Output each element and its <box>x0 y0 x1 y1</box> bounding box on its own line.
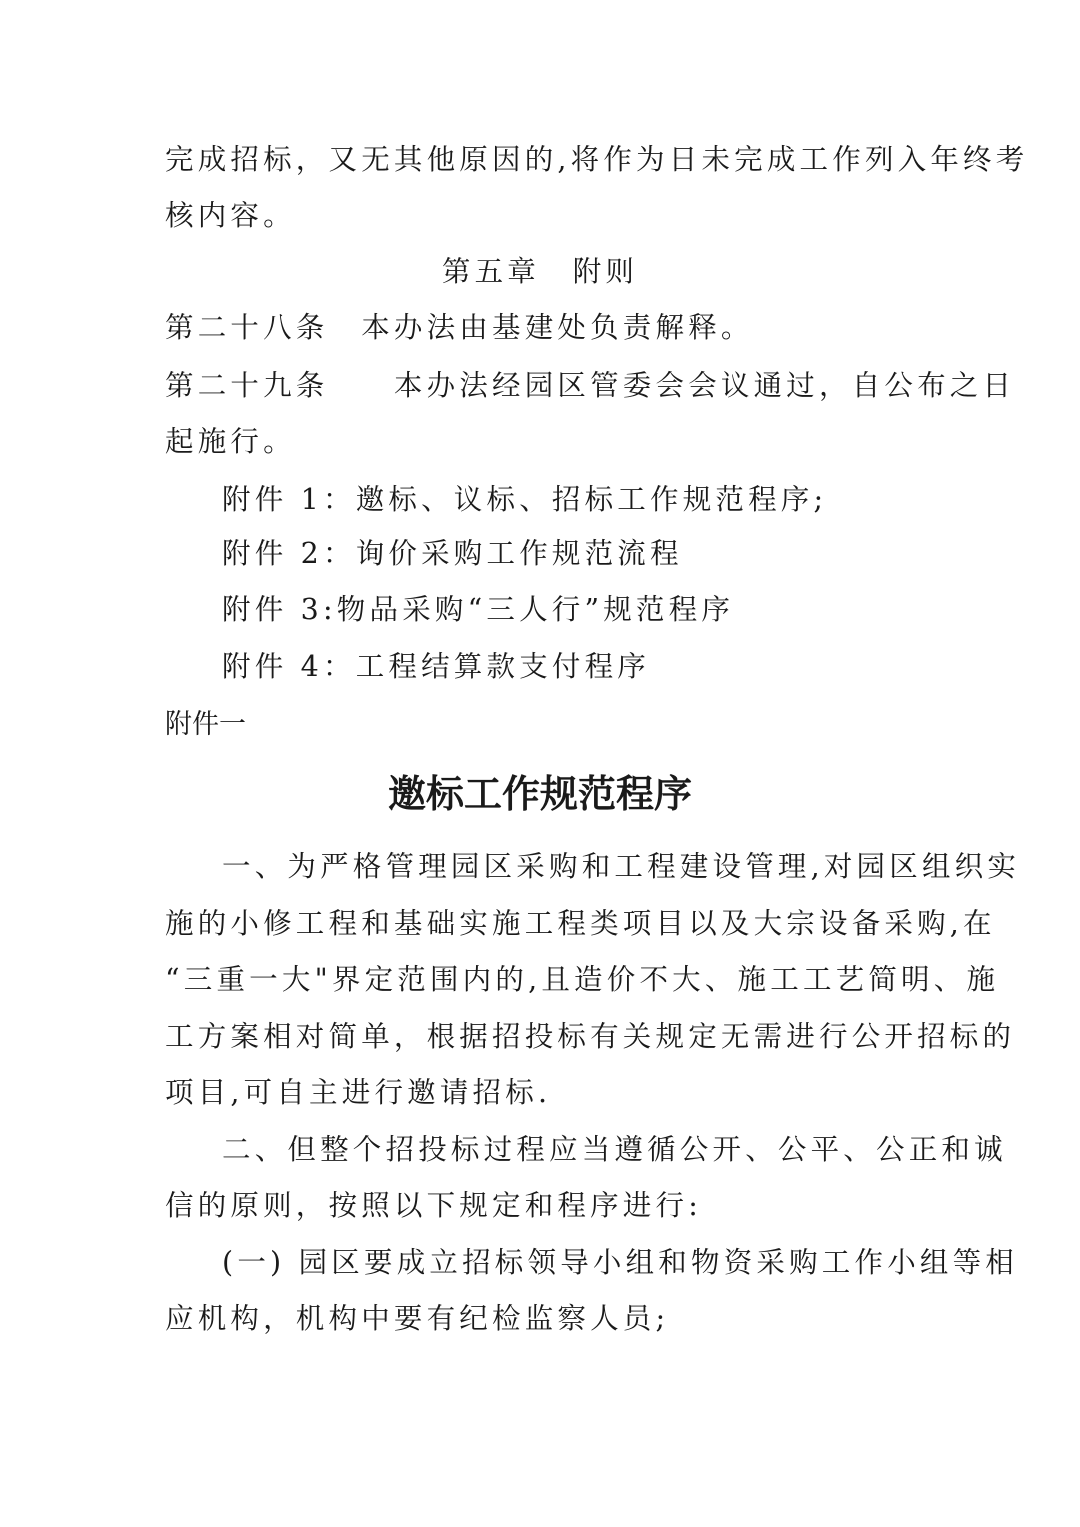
paragraph-1-line-1: 一、为严格管理园区采购和工程建设管理,对园区组织实 <box>222 850 1021 883</box>
continuation-line-2: 核内容。 <box>165 199 296 232</box>
document-title: 邀标工作规范程序 <box>387 772 692 816</box>
chapter-heading: 第五章 附则 <box>441 255 639 288</box>
paragraph-3-line-1: (一) 园区要成立招标领导小组和物资采购工作小组等相 <box>222 1246 1018 1279</box>
attachment-item-1: 附件 1：邀标、议标、招标工作规范程序; <box>222 483 828 516</box>
paragraph-1-line-5: 项目,可自主进行邀请招标. <box>165 1076 552 1109</box>
attachment-item-4: 附件 4：工程结算款支付程序 <box>222 650 650 683</box>
continuation-line-1: 完成招标，又无其他原因的,将作为日未完成工作列入年终考 <box>165 143 1029 176</box>
paragraph-1-line-4: 工方案相对简单，根据招投标有关规定无需进行公开招标的 <box>165 1020 1016 1053</box>
paragraph-1-line-3: “三重一大"界定范围内的,且造价不大、施工工艺简明、施 <box>165 963 1000 996</box>
article-28: 第二十八条 本办法由基建处负责解释。 <box>165 311 754 344</box>
paragraph-2-line-2: 信的原则，按照以下规定和程序进行: <box>165 1189 703 1222</box>
article-29-line-1: 第二十九条 本办法经园区管委会会议通过，自公布之日 <box>165 369 1016 402</box>
attachment-label: 附件一 <box>165 709 246 740</box>
paragraph-3-line-2: 应机构，机构中要有纪检监察人员; <box>165 1302 670 1335</box>
paragraph-2-line-1: 二、但整个招投标过程应当遵循公开、公平、公正和诚 <box>222 1133 1007 1166</box>
article-29-line-2: 起施行。 <box>165 425 296 458</box>
attachment-item-3: 附件 3:物品采购“三人行”规范程序 <box>222 593 735 626</box>
paragraph-1-line-2: 施的小修工程和基础实施工程类项目以及大宗设备采购,在 <box>165 907 996 940</box>
attachment-item-2: 附件 2：询价采购工作规范流程 <box>222 537 683 570</box>
